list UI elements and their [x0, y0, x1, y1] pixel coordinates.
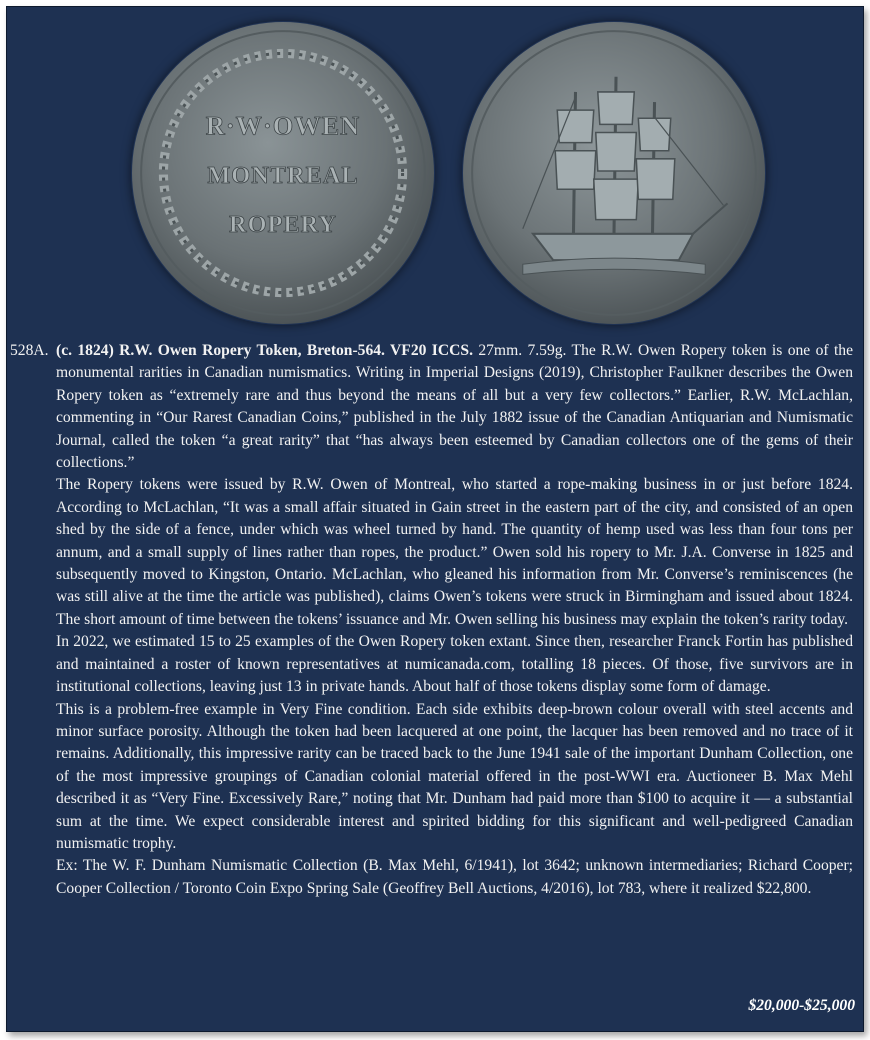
coin-images [7, 7, 863, 337]
history-paragraph: The Ropery tokens were issued by R.W. Owen of Montreal, who started a rope-making business in or just before 1824. According to McLachlan, “It was a small affair situated in Gain street in the eastern part of the city, and consisted of an open shed by the side of a fence, under which was wheel turned by hand. The quantity of hemp used was less than four tons per annum, and a small supply of lines rather than ropes, the product.” Owen sold his ropery to Mr. J.A. Converse in 1825 and subsequently moved to Kingston, Ontario. McLachlan, who gleaned his information from Mr. Converse’s reminiscences (he was still alive at the time the article was published), claims Owen’s tokens were struck in Birmingham and issued about 1824. The short amount of time between the tokens’ issuance and Mr. Owen selling his business may explain the token’s rarity today. [56, 476, 853, 628]
lot-title: (c. 1824) R.W. Owen Ropery Token, Breton-564. VF20 ICCS. [56, 342, 473, 359]
provenance-paragraph: Ex: The W. F. Dunham Numismatic Collection (B. Max Mehl, 6/1941), lot 3642; unknown intermediaries; Richard Cooper; Cooper Collection / Toronto Coin Expo Spring Sale (Geoffrey Bell Auctions, 4/2016), lot 783, where it realized $22,800. [56, 857, 853, 897]
coin-obverse-image [131, 21, 435, 325]
obverse-line3: ROPERY [229, 210, 337, 238]
obverse-line2: MONTREAL [207, 162, 359, 190]
lot-number: 528A. [10, 342, 49, 359]
census-paragraph: In 2022, we estimated 15 to 25 examples of the Owen Ropery token extant. Since then, researcher Franck Fortin has published and maintained a roster of known representatives at numicanada.com, totalling 18 pieces. Of those, five survivors are in institutional collections, leaving just 13 in private hands. About half of those tokens display some form of damage. [56, 633, 853, 696]
condition-paragraph: This is a problem-free example in Very Fine condition. Each side exhibits deep-brown colour overall with steel accents and minor surface porosity. Although the token had been lacquered at one point, the lacquer has been removed and no trace of it remains. Additionally, this impressive rarity can be traced back to the June 1941 sale of the important Dunham Collection, one of the most impressive groupings of Canadian colonial material offered in the post-WWI era. Auctioneer B. Max Mehl described it as “Very Fine. Excessively Rare,” noting that Mr. Dunham had paid more than $100 to acquire it — a substantial sum at the time. We expect considerable interest and spirited bidding for this significant and well-pedigreed Canadian numismatic trophy. [56, 700, 853, 852]
estimate-price: $20,000-$25,000 [748, 997, 855, 1014]
coin-reverse-image [462, 21, 766, 325]
lot-intro-text: 27mm. 7.59g. The R.W. Owen Ropery token is one of the monumental rarities in Canadian numismatics. Writing in Imperial Designs (2019), Christopher Faulkner describes the Owen Ropery token as “extremely rare and thus beyond the means of all but a very few collectors.” Earlier, R.W. McLachlan, commenting in “Our Rarest Canadian Coins,” published in the July 1882 issue of the Canadian Antiquarian and Numismatic Journal, called the token “a great rarity” that “has always been esteemed by Canadian collectors one of the gems of their collections.” [56, 342, 853, 472]
lot-intro-paragraph [7, 340, 863, 474]
lot-description [7, 340, 863, 900]
reverse-svg [462, 21, 766, 325]
catalog-page [6, 6, 864, 1032]
obverse-line1: R·W·OWEN [205, 111, 361, 141]
obverse-svg [131, 21, 435, 325]
